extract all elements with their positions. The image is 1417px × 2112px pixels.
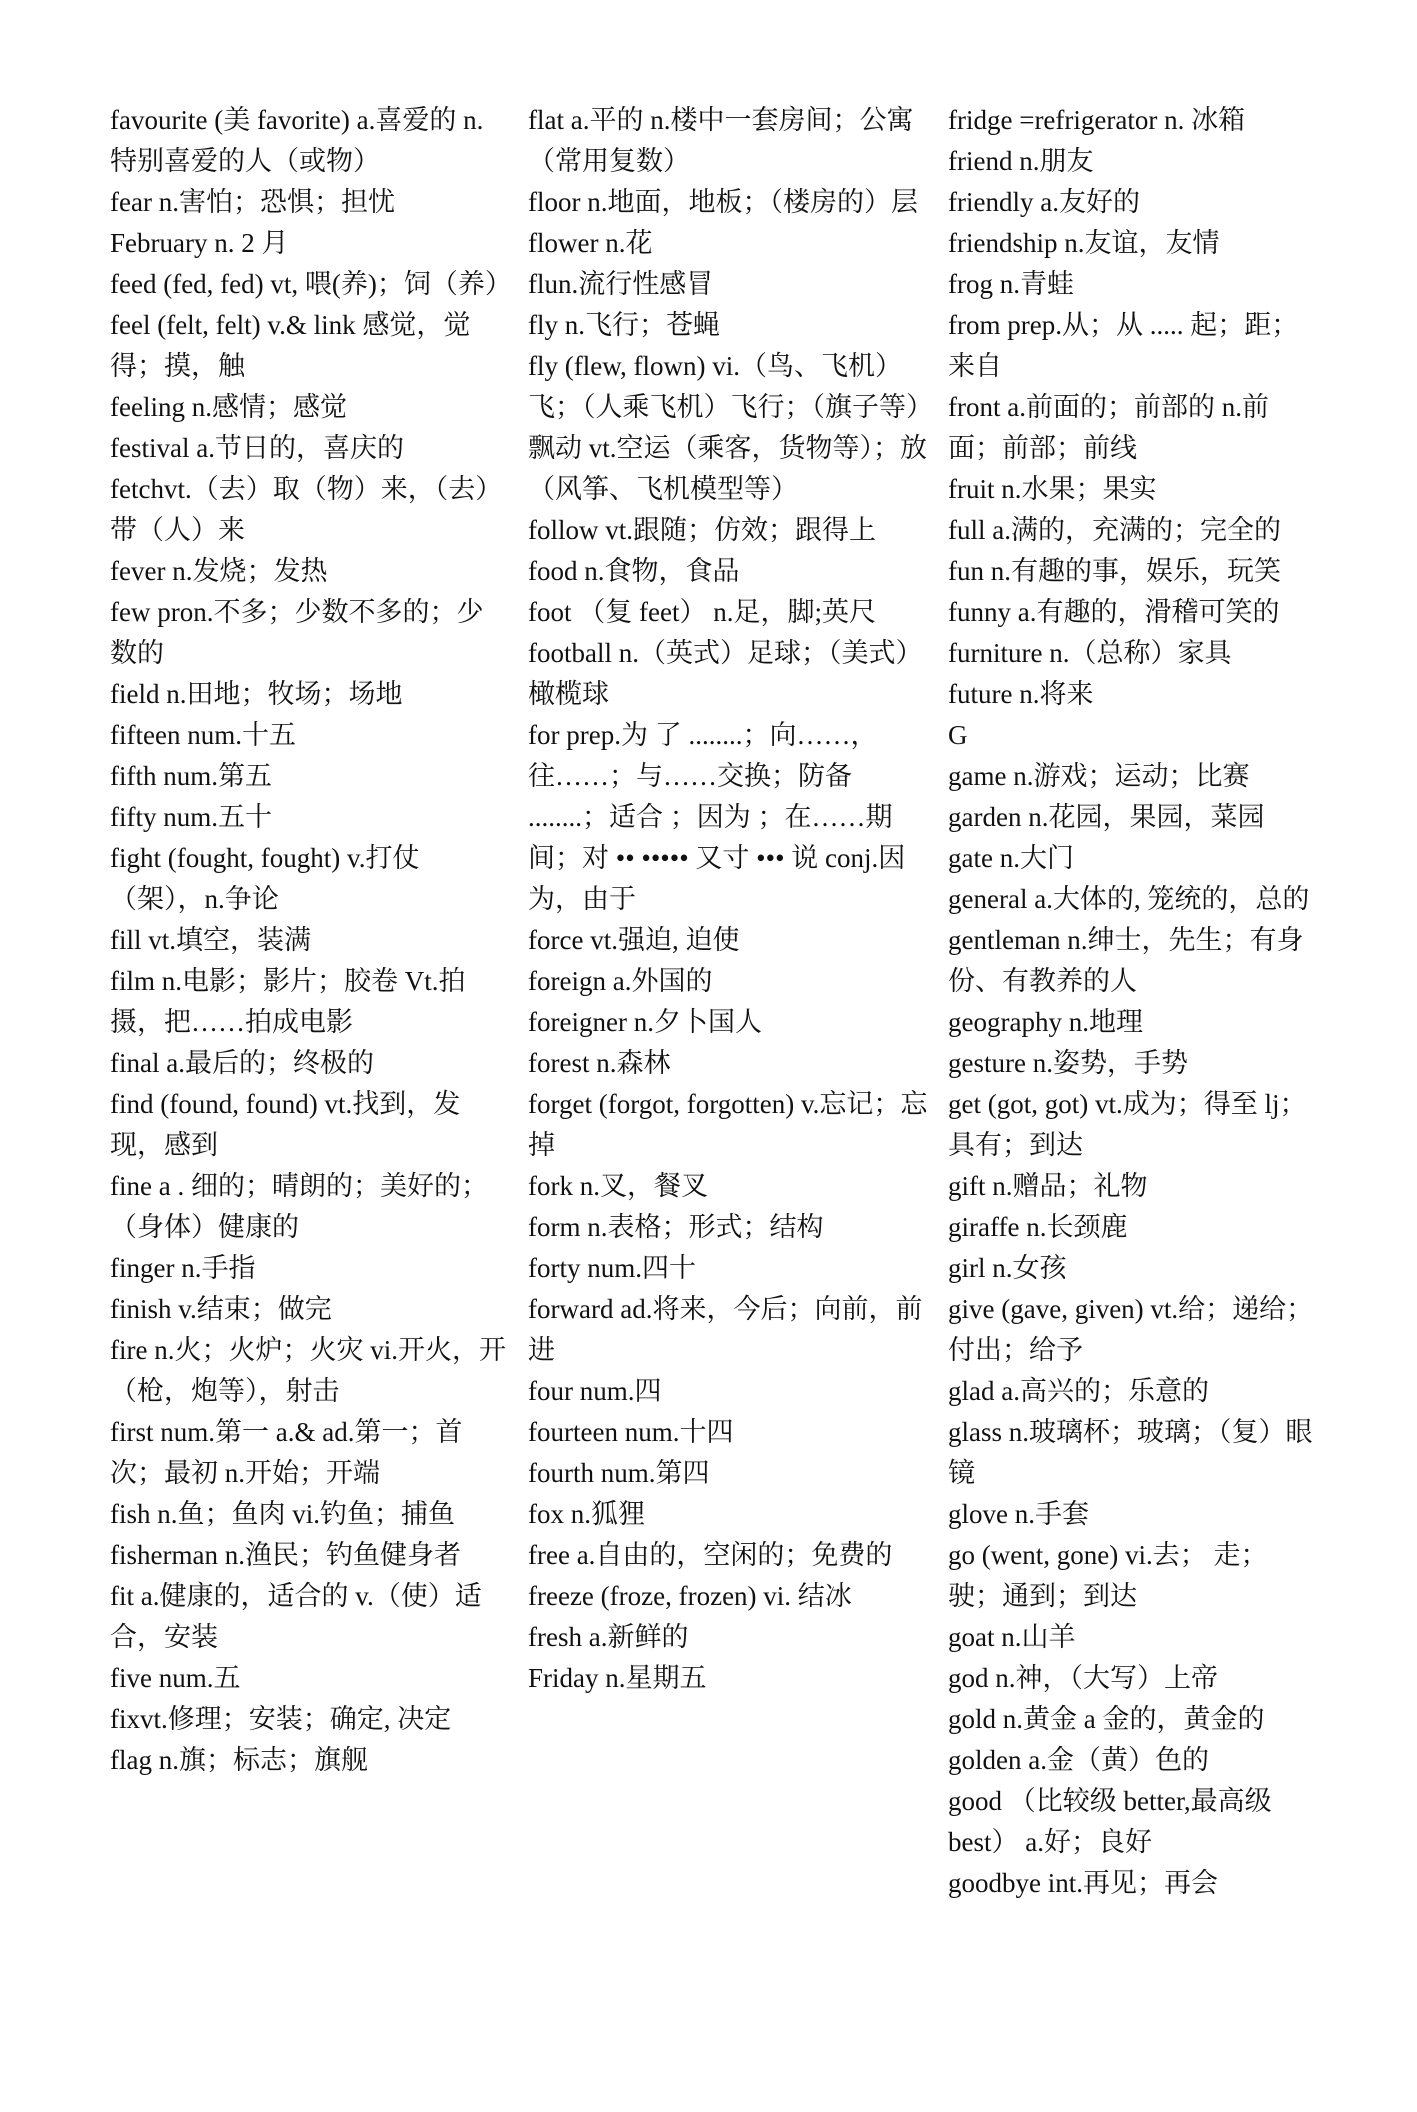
entry-free: free a.自由的，空闲的；免费的 <box>528 1540 893 1570</box>
entry-fly-verb: fly (flew, flown) vi.（鸟、飞机）飞；（人乘飞机）飞行；（旗子等）飘动 vt.空运（乘客，货物等）；放（风筝、飞机模型等） <box>528 351 928 504</box>
entry-fox: fox n.狐狸 <box>528 1499 645 1529</box>
section-letter-g: G <box>948 720 968 750</box>
entry-fork: fork n.叉，餐叉 <box>528 1171 708 1201</box>
entry-forget: forget (forgot, forgotten) v.忘记；忘掉 <box>528 1089 928 1160</box>
entry-from: from prep.从；从 ..... 起；距；来自 <box>948 310 1299 381</box>
entry-five: five num.五 <box>110 1663 241 1693</box>
entry-film: film n.电影；影片；胶卷 Vt.拍摄，把……拍成电影 <box>110 966 466 1037</box>
entry-future: future n.将来 <box>948 679 1094 709</box>
entry-favourite: favourite (美 favorite) a.喜爱的 n.特别喜爱的人（或物） <box>110 105 484 176</box>
entry-form: form n.表格；形式；结构 <box>528 1212 824 1242</box>
entry-giraffe: giraffe n.长颈鹿 <box>948 1212 1128 1242</box>
entry-frog: frog n.青蛙 <box>948 269 1074 299</box>
entry-flower: flower n.花 <box>528 228 653 258</box>
entry-foreigner: foreigner n.夕卜国人 <box>528 1007 762 1037</box>
entry-flag: flag n.旗；标志；旗舰 <box>110 1745 368 1775</box>
entry-finish: finish v.结束；做完 <box>110 1294 332 1324</box>
entry-few: few pron.不多；少数不多的；少数的 <box>110 597 484 668</box>
entry-front: front a.前面的；前部的 n.前面；前部；前线 <box>948 392 1269 463</box>
entry-golden: golden a.金（黄）色的 <box>948 1745 1209 1775</box>
entry-fit: fit a.健康的，适合的 v.（使）适合，安装 <box>110 1581 482 1652</box>
entry-friendly: friendly a.友好的 <box>948 187 1140 217</box>
entry-final: final a.最后的；终极的 <box>110 1048 374 1078</box>
entry-forty: forty num.四十 <box>528 1253 696 1283</box>
entry-fight: fight (fought, fought) v.打仗（架），n.争论 <box>110 843 420 914</box>
entry-finger: finger n.手指 <box>110 1253 256 1283</box>
entry-friday: Friday n.星期五 <box>528 1663 707 1693</box>
entry-fifth: fifth num.第五 <box>110 761 272 791</box>
entry-fill: fill vt.填空，装满 <box>110 925 311 955</box>
entry-fourteen: fourteen num.十四 <box>528 1417 734 1447</box>
entry-glad: glad a.高兴的；乐意的 <box>948 1376 1209 1406</box>
entry-god: god n.神，（大写）上帝 <box>948 1663 1218 1693</box>
column-3 <box>948 100 1318 1904</box>
entry-fourth: fourth num.第四 <box>528 1458 710 1488</box>
entry-give: give (gave, given) vt.给；递给；付出；给予 <box>948 1294 1314 1365</box>
entry-fridge: fridge =refrigerator n. 冰箱 <box>948 105 1246 135</box>
entry-funny: funny a.有趣的，滑稽可笑的 <box>948 597 1280 627</box>
entry-gesture: gesture n.姿势，手势 <box>948 1048 1188 1078</box>
entry-freeze: freeze (froze, frozen) vi. 结冰 <box>528 1581 852 1611</box>
column-2 <box>528 100 928 1699</box>
entry-fisherman: fisherman n.渔民；钓鱼健身者 <box>110 1540 461 1570</box>
entry-good: good （比较级 better,最高级 best） a.好；良好 <box>948 1786 1272 1857</box>
entry-flat: flat a.平的 n.楼中一套房间；公寓（常用复数） <box>528 105 914 176</box>
column-1 <box>110 100 510 1781</box>
entry-foot: foot （复 feet） n.足，脚;英尺 <box>528 597 876 627</box>
entry-fix: fixvt.修理；安装；确定, 决定 <box>110 1704 452 1734</box>
entry-game: game n.游戏；运动；比赛 <box>948 761 1250 791</box>
entry-fifty: fifty num.五十 <box>110 802 272 832</box>
entry-geography: geography n.地理 <box>948 1007 1143 1037</box>
entry-for: for prep.为 了 ........；向……，往……；与……交换；防备 ........；适合 ；因为 ；在……期间；对 •• ••••• 又寸 ••• 说 conj.因为，由于 <box>528 720 906 914</box>
entry-find: find (found, found) vt.找到，发现，感到 <box>110 1089 461 1160</box>
entry-foreign: foreign a.外国的 <box>528 966 713 996</box>
entry-fifteen: fifteen num.十五 <box>110 720 296 750</box>
entry-fish: fish n.鱼；鱼肉 vi.钓鱼；捕鱼 <box>110 1499 456 1529</box>
entry-force: force vt.强迫, 迫使 <box>528 925 740 955</box>
entry-fruit: fruit n.水果；果实 <box>948 474 1157 504</box>
entry-forward: forward ad.将来，今后；向前，前进 <box>528 1294 923 1365</box>
entry-girl: girl n.女孩 <box>948 1253 1067 1283</box>
entry-festival: festival a.节日的，喜庆的 <box>110 433 404 463</box>
entry-fly-noun: fly n.飞行；苍蝇 <box>528 310 720 340</box>
entry-fear: fear n.害怕；恐惧；担忧 <box>110 187 395 217</box>
entry-garden: garden n.花园，果园，菜园 <box>948 802 1265 832</box>
entry-goat: goat n.山羊 <box>948 1622 1076 1652</box>
entry-fun: fun n.有趣的事，娱乐，玩笑 <box>948 556 1281 586</box>
entry-follow: follow vt.跟随；仿效；跟得上 <box>528 515 876 545</box>
entry-food: food n.食物，食品 <box>528 556 740 586</box>
entry-goodbye: goodbye int.再见；再会 <box>948 1868 1218 1898</box>
entry-forest: forest n.森林 <box>528 1048 671 1078</box>
entry-first: first num.第一 a.& ad.第一；首次；最初 n.开始；开端 <box>110 1417 463 1488</box>
entry-gold: gold n.黄金 a 金的，黄金的 <box>948 1704 1265 1734</box>
entry-gift: gift n.赠品；礼物 <box>948 1171 1148 1201</box>
entry-gentleman: gentleman n.绅士，先生；有身份、有教养的人 <box>948 925 1304 996</box>
entry-furniture: furniture n.（总称）家具 <box>948 638 1232 668</box>
entry-full: full a.满的，充满的；完全的 <box>948 515 1281 545</box>
entry-four: four num.四 <box>528 1376 662 1406</box>
entry-fresh: fresh a.新鲜的 <box>528 1622 689 1652</box>
entry-floor: floor n.地面，地板；（楼房的）层 <box>528 187 918 217</box>
entry-glove: glove n.手套 <box>948 1499 1089 1529</box>
entry-feed: feed (fed, fed) vt, 喂(养)；饲（养） <box>110 269 512 299</box>
entry-february: February n. 2 月 <box>110 228 289 258</box>
entry-field: field n.田地；牧场；场地 <box>110 679 403 709</box>
entry-fetch: fetchvt.（去）取（物）来，（去）带（人）来 <box>110 474 503 545</box>
entry-friend: friend n.朋友 <box>948 146 1094 176</box>
entry-feeling: feeling n.感情；感觉 <box>110 392 347 422</box>
entry-glass: glass n.玻璃杯；玻璃；（复）眼镜 <box>948 1417 1313 1488</box>
entry-fever: fever n.发烧；发热 <box>110 556 328 586</box>
entry-flu: flun.流行性感冒 <box>528 269 714 299</box>
entry-feel: feel (felt, felt) v.& link 感觉，觉得；摸，触 <box>110 310 471 381</box>
entry-fine: fine a . 细的；晴朗的；美好的；（身体）健康的 <box>110 1171 488 1242</box>
entry-go: go (went, gone) vi.去； 走；驶；通到；到达 <box>948 1540 1268 1611</box>
entry-fire: fire n.火；火炉；火灾 vi.开火，开（枪，炮等），射击 <box>110 1335 506 1406</box>
entry-get: get (got, got) vt.成为；得至 lj；具有；到达 <box>948 1089 1307 1160</box>
entry-friendship: friendship n.友谊，友情 <box>948 228 1220 258</box>
entry-general: general a.大体的, 笼统的，总的 <box>948 884 1310 914</box>
entry-football: football n.（英式）足球；（美式）橄榄球 <box>528 638 923 709</box>
entry-gate: gate n.大门 <box>948 843 1074 873</box>
